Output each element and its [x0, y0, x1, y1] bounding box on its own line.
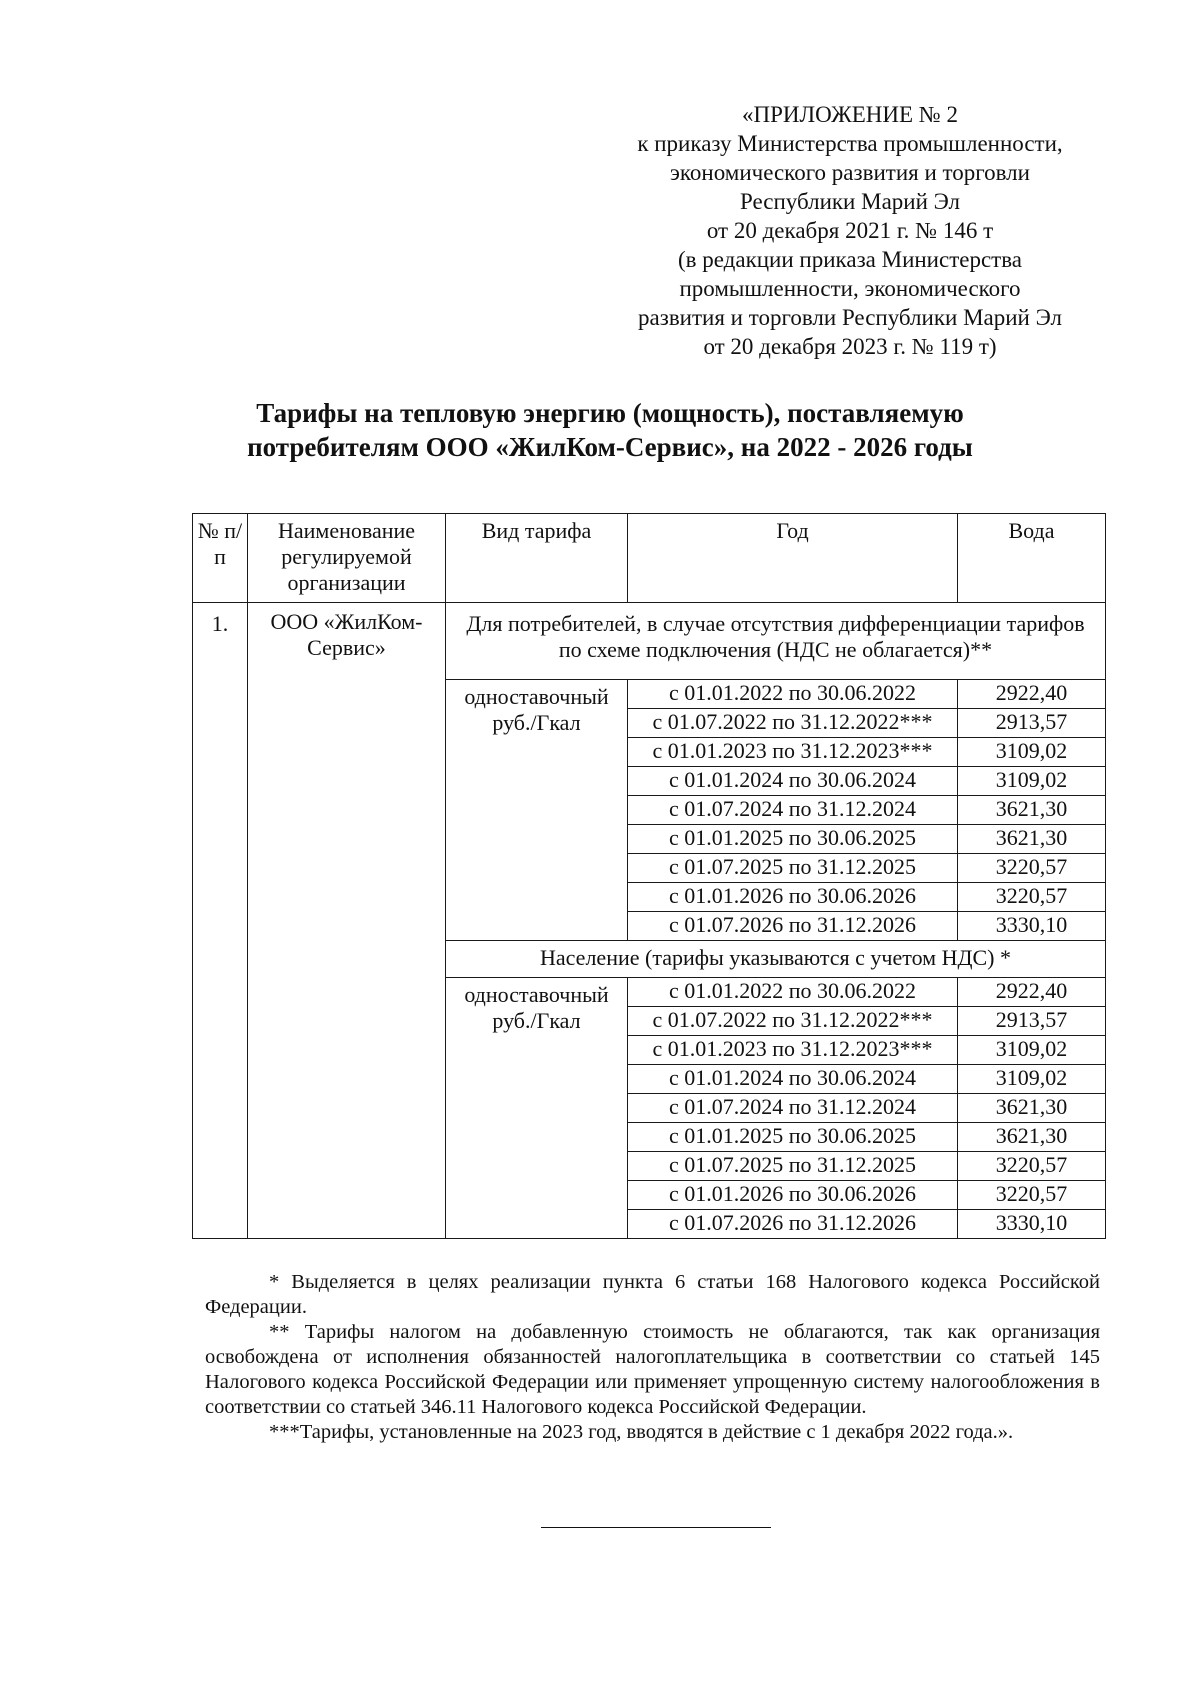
- tariff-period: с 01.01.2023 по 31.12.2023***: [628, 1036, 958, 1065]
- header-num: № п/п: [193, 514, 248, 603]
- tariff-value: 3621,30: [958, 1123, 1106, 1152]
- tariff-value: 2922,40: [958, 680, 1106, 709]
- table-header-row: [193, 514, 1106, 603]
- tariff-value: 3220,57: [958, 1181, 1106, 1210]
- appendix-line: экономического развития и торговли: [670, 160, 1030, 185]
- section-heading: Население (тарифы указываются с учетом НДС) *: [446, 941, 1106, 978]
- tariff-period: с 01.01.2022 по 30.06.2022: [628, 978, 958, 1007]
- header-year: Год: [628, 514, 958, 603]
- tariff-period: с 01.07.2025 по 31.12.2025: [628, 854, 958, 883]
- tariff-period: с 01.01.2026 по 30.06.2026: [628, 883, 958, 912]
- tariff-type: одноставочный руб./Гкал: [446, 978, 628, 1239]
- tariff-value: 3220,57: [958, 883, 1106, 912]
- appendix-line: (в редакции приказа Министерства: [677, 247, 1022, 272]
- tariff-value: 3621,30: [958, 1094, 1106, 1123]
- title-line-1: Тарифы на тепловую энергию (мощность), поставляемую: [256, 398, 964, 428]
- tariff-value: 3109,02: [958, 767, 1106, 796]
- tariff-period: с 01.01.2023 по 31.12.2023***: [628, 738, 958, 767]
- tariff-value: 2913,57: [958, 1007, 1106, 1036]
- appendix-line: Республики Марий Эл: [739, 189, 961, 214]
- document-title: [180, 396, 1040, 464]
- closing-rule: [541, 1527, 771, 1528]
- tariff-period: с 01.01.2022 по 30.06.2022: [628, 680, 958, 709]
- tariff-period: с 01.07.2024 по 31.12.2024: [628, 796, 958, 825]
- tariff-period: с 01.01.2025 по 30.06.2025: [628, 1123, 958, 1152]
- tariff-period: с 01.07.2024 по 31.12.2024: [628, 1094, 958, 1123]
- row-number: 1.: [193, 603, 248, 1239]
- tariff-period: с 01.07.2026 по 31.12.2026: [628, 1210, 958, 1239]
- tariff-value: 3109,02: [958, 1065, 1106, 1094]
- tariff-value: 3621,30: [958, 825, 1106, 854]
- footnote: ** Тарифы налогом на добавленную стоимость не облагаются, так как организация освобождена от исполнения обязанностей налогоплательщика в соответствии со статьей 145 Налогового кодекса Российской Федерации или применяет упрощенную систему налогообложения в соответствии со статьей 346.11 Налогового кодекса Российской Федерации.: [205, 1321, 1100, 1418]
- appendix-line: к приказу Министерства промышленности,: [637, 131, 1063, 156]
- header-water: Вода: [958, 514, 1106, 603]
- appendix-line: развития и торговли Республики Марий Эл: [638, 305, 1062, 330]
- tariff-value: 3330,10: [958, 912, 1106, 941]
- tariff-period: с 01.07.2025 по 31.12.2025: [628, 1152, 958, 1181]
- organization-name: ООО «ЖилКом-Сервис»: [248, 603, 446, 1239]
- header-type: Вид тарифа: [446, 514, 628, 603]
- footnote: * Выделяется в целях реализации пункта 6 статьи 168 Налогового кодекса Российской Федерации.: [205, 1271, 1100, 1318]
- tariff-value: 3109,02: [958, 738, 1106, 767]
- tariff-period: с 01.07.2026 по 31.12.2026: [628, 912, 958, 941]
- tariff-period: с 01.01.2024 по 30.06.2024: [628, 1065, 958, 1094]
- tariff-value: 3621,30: [958, 796, 1106, 825]
- tariff-period: с 01.07.2022 по 31.12.2022***: [628, 709, 958, 738]
- tariff-value: 2922,40: [958, 978, 1106, 1007]
- section-heading-row: [193, 603, 1106, 680]
- appendix-line: от 20 декабря 2021 г. № 146 т: [706, 218, 994, 243]
- tariff-value: 3109,02: [958, 1036, 1106, 1065]
- appendix-line: промышленности, экономического: [679, 276, 1021, 301]
- header-org: Наименование регулируемой организации: [248, 514, 446, 603]
- footnotes: [205, 1270, 1100, 1445]
- section-heading: Для потребителей, в случае отсутствия дифференциации тарифов по схеме подключения (НДС не облагается)**: [446, 603, 1106, 680]
- tariff-value: 3220,57: [958, 1152, 1106, 1181]
- tariff-period: с 01.01.2025 по 30.06.2025: [628, 825, 958, 854]
- footnote: ***Тарифы, установленные на 2023 год, вводятся в действие с 1 декабря 2022 года.».: [269, 1421, 1014, 1443]
- title-line-2: потребителям ООО «ЖилКом-Сервис», на 2022 - 2026 годы: [247, 432, 973, 462]
- appendix-header: [600, 100, 1100, 361]
- appendix-line: «ПРИЛОЖЕНИЕ № 2: [741, 102, 959, 127]
- appendix-line: от 20 декабря 2023 г. № 119 т): [703, 334, 997, 359]
- tariff-type: одноставочный руб./Гкал: [446, 680, 628, 941]
- tariff-table: [192, 513, 1106, 1239]
- tariff-value: 3330,10: [958, 1210, 1106, 1239]
- tariff-period: с 01.01.2024 по 30.06.2024: [628, 767, 958, 796]
- tariff-value: 2913,57: [958, 709, 1106, 738]
- tariff-period: с 01.01.2026 по 30.06.2026: [628, 1181, 958, 1210]
- tariff-period: с 01.07.2022 по 31.12.2022***: [628, 1007, 958, 1036]
- tariff-value: 3220,57: [958, 854, 1106, 883]
